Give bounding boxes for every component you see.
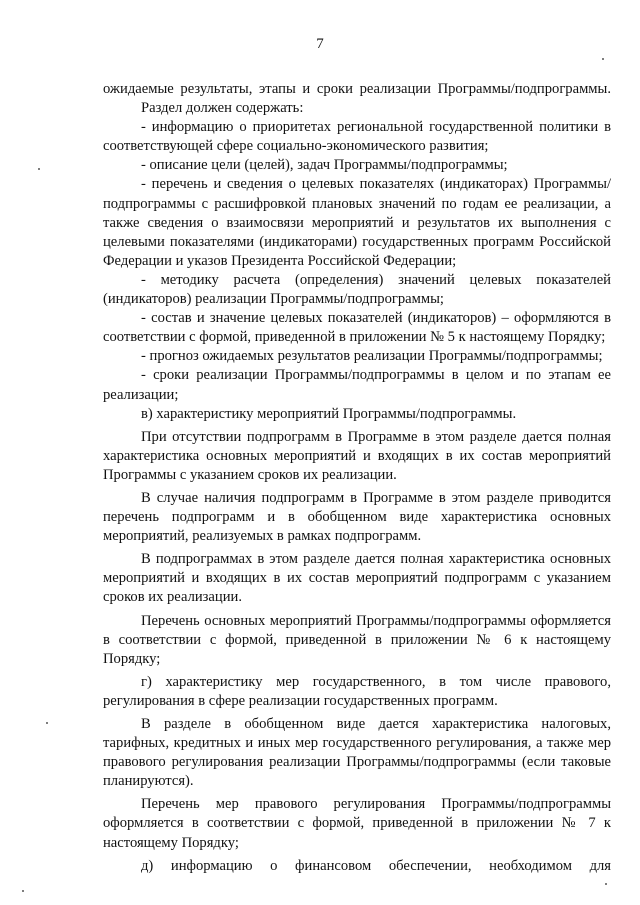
paragraph-12: В случае наличия подпрограмм в Программе в этом разделе приводится перечень подпрограмм и в обобщенном виде характеристика основных мероприятий, реализуемых в рамках подпрограмм. [103,489,611,545]
scan-speck [22,890,24,892]
paragraph-5: - перечень и сведения о целевых показателях (индикаторах) Программы/подпрограммы с расшифровкой плановых значений по годам ее реализации, а также сведения о взаимосвязи мероприятий и результатов их выполнения с целевыми показателями (индикаторами) государственных программ Российской Федерации и указов Президента Российской Федерации; [103,176,611,269]
paragraph-9: - сроки реализации Программы/подпрограммы в целом и по этапам ее реализации; [103,367,611,403]
paragraph-18: д) информацию о финансовом обеспечении, необходимом для [141,857,611,874]
paragraph-3: - информацию о приоритетах региональной государственной политики в соответствующей сфере социально-экономического развития; [103,119,611,155]
paragraph-11: При отсутствии подпрограмм в Программе в этом разделе дается полная характеристика основных мероприятий и входящих в их состав мероприятий Программы с указанием сроков их реализации. [103,428,611,483]
paragraph-13: В подпрограммах в этом разделе дается полная характеристика основных мероприятий и входящих в их состав мероприятий подпрограмм с указанием сроков их реализации. [103,551,611,606]
page-number: 7 [316,36,324,52]
paragraph-7: - состав и значение целевых показателей (индикаторов) – оформляются в соответствии с формой, приведенной в приложении № 5 к настоящему Порядку; [103,310,611,346]
paragraph-10: в) характеристику мероприятий Программы/подпрограммы. [141,405,517,422]
paragraph-8: - прогноз ожидаемых результатов реализации Программы/подпрограммы; [141,348,603,365]
paragraph-2: Раздел должен содержать: [141,100,304,117]
scan-speck [46,722,48,724]
paragraph-16: В разделе в обобщенном виде дается характеристика налоговых, тарифных, кредитных и иных мер государственного регулирования, а также мер правового регулирования реализации Программы/подпрограммы (если таковые планируются). [103,716,611,790]
paragraph-4: - описание цели (целей), задач Программы/подпрограммы; [141,157,508,174]
paragraph-17: Перечень мер правового регулирования Программы/подпрограммы оформляется в соответствии с формой, приведенной в приложении № 7 к настоящему Порядку; [103,796,611,851]
paragraph-15: г) характеристику мер государственного, в том числе правового, регулирования в сфере реализации государственных программ. [103,673,611,709]
document-body [103,80,611,876]
scan-speck [605,883,607,885]
scan-speck [602,58,604,60]
paragraph-1: ожидаемые результаты, этапы и сроки реализации Программы/подпрограммы. [103,81,611,97]
scan-speck [38,168,40,170]
paragraph-14: Перечень основных мероприятий Программы/подпрограммы оформляется в соответствии с формой, приведенной в приложении № 6 к настоящему Порядку; [103,612,611,667]
paragraph-6: - методику расчета (определения) значений целевых показателей (индикаторов) реализации Программы/подпрограммы; [103,271,611,308]
